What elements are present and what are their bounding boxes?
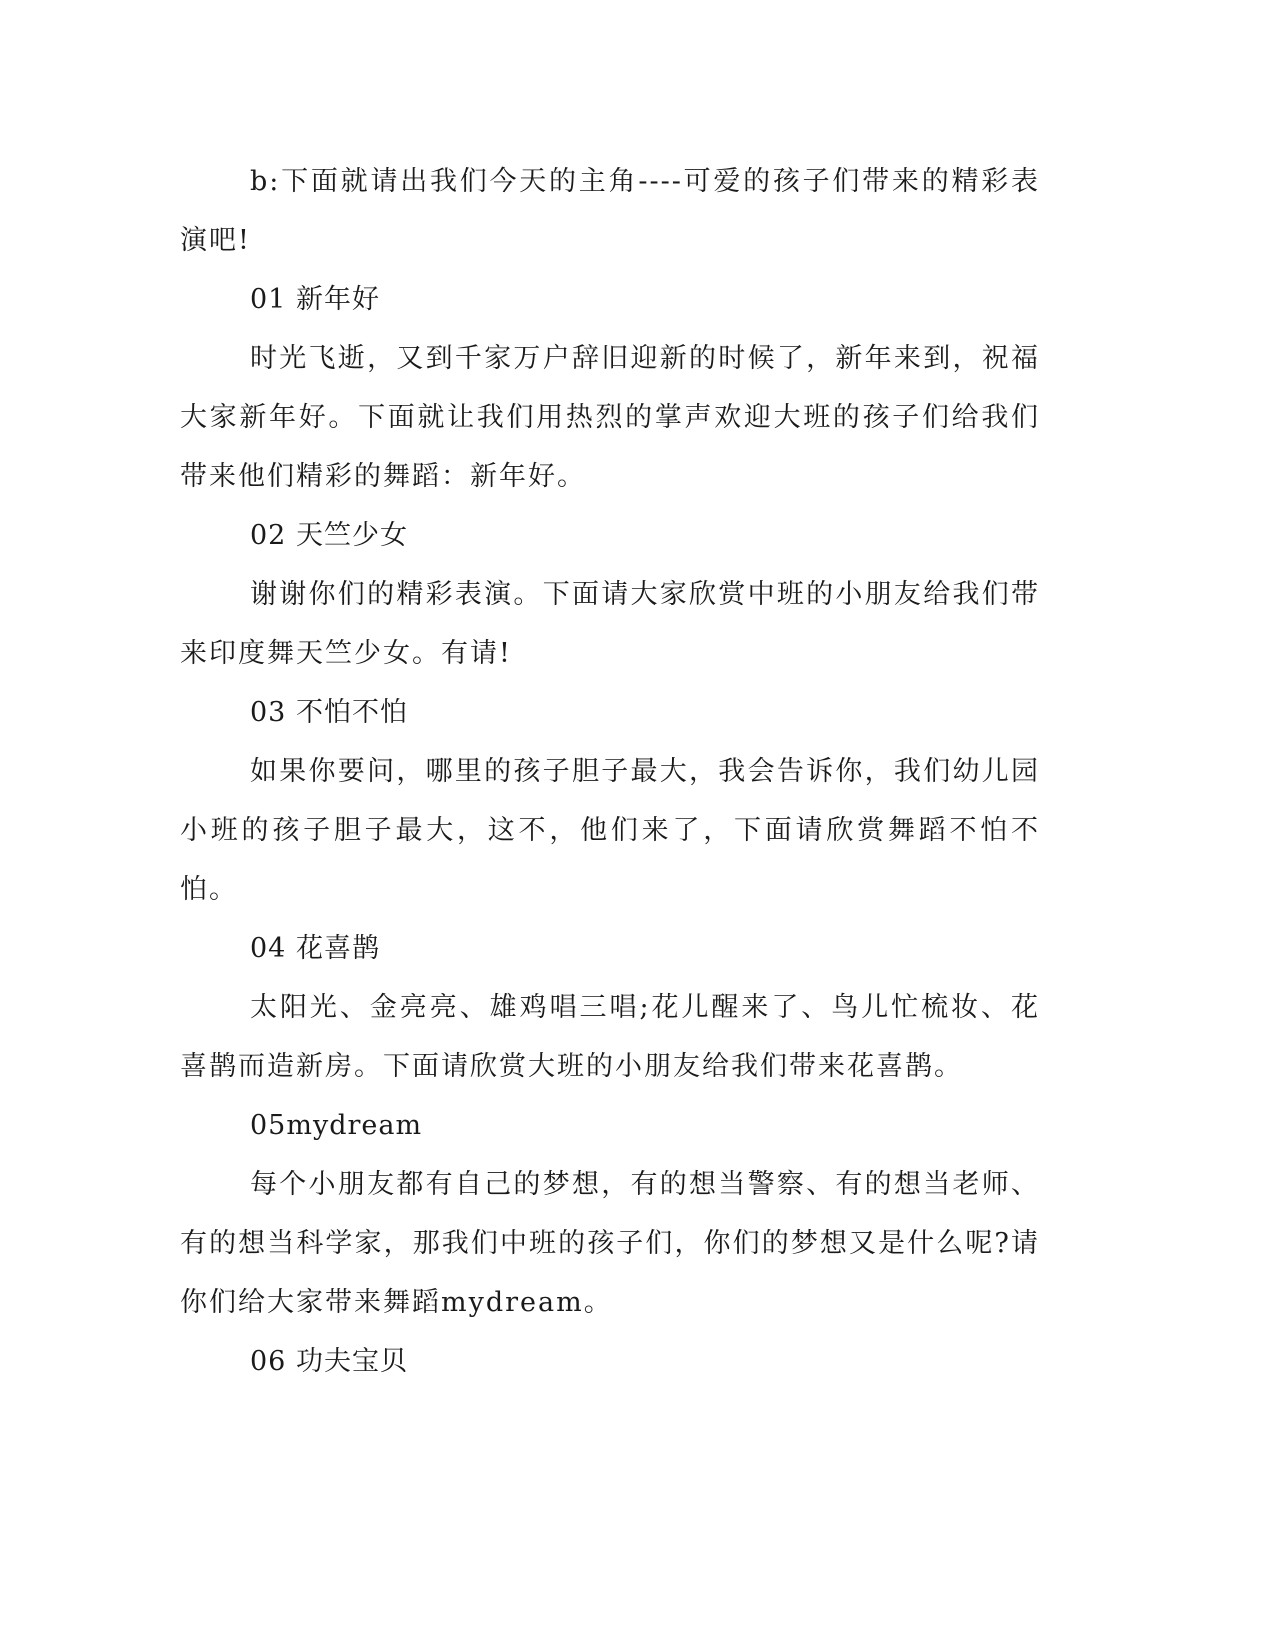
program-heading-06: 06 功夫宝贝 — [250, 1346, 408, 1377]
paragraph-intro: b:下面就请出我们今天的主角----可爱的孩子们带来的精彩表演吧! — [180, 166, 1040, 256]
paragraph-program-01: 时光飞逝，又到千家万户辞旧迎新的时候了，新年来到，祝福大家新年好。下面就让我们用热烈的掌声欢迎大班的孩子们给我们带来他们精彩的舞蹈：新年好。 — [180, 343, 1040, 492]
program-heading-04: 04 花喜鹊 — [250, 933, 380, 964]
program-heading-01: 01 新年好 — [250, 284, 380, 315]
program-heading-03: 03 不怕不怕 — [250, 697, 408, 728]
document-body — [180, 152, 1040, 1391]
paragraph-program-04: 太阳光、金亮亮、雄鸡唱三唱;花儿醒来了、鸟儿忙梳妆、花喜鹊而造新房。下面请欣赏大班的小朋友给我们带来花喜鹊。 — [180, 992, 1040, 1082]
paragraph-program-03: 如果你要问，哪里的孩子胆子最大，我会告诉你，我们幼儿园小班的孩子胆子最大，这不，他们来了，下面请欣赏舞蹈不怕不怕。 — [180, 756, 1040, 905]
paragraph-program-05: 每个小朋友都有自己的梦想，有的想当警察、有的想当老师、有的想当科学家，那我们中班的孩子们，你们的梦想又是什么呢?请你们给大家带来舞蹈mydream。 — [180, 1169, 1040, 1318]
program-heading-05: 05mydream — [250, 1110, 423, 1141]
paragraph-program-02: 谢谢你们的精彩表演。下面请大家欣赏中班的小朋友给我们带来印度舞天竺少女。有请! — [180, 579, 1040, 669]
program-heading-02: 02 天竺少女 — [250, 520, 408, 551]
